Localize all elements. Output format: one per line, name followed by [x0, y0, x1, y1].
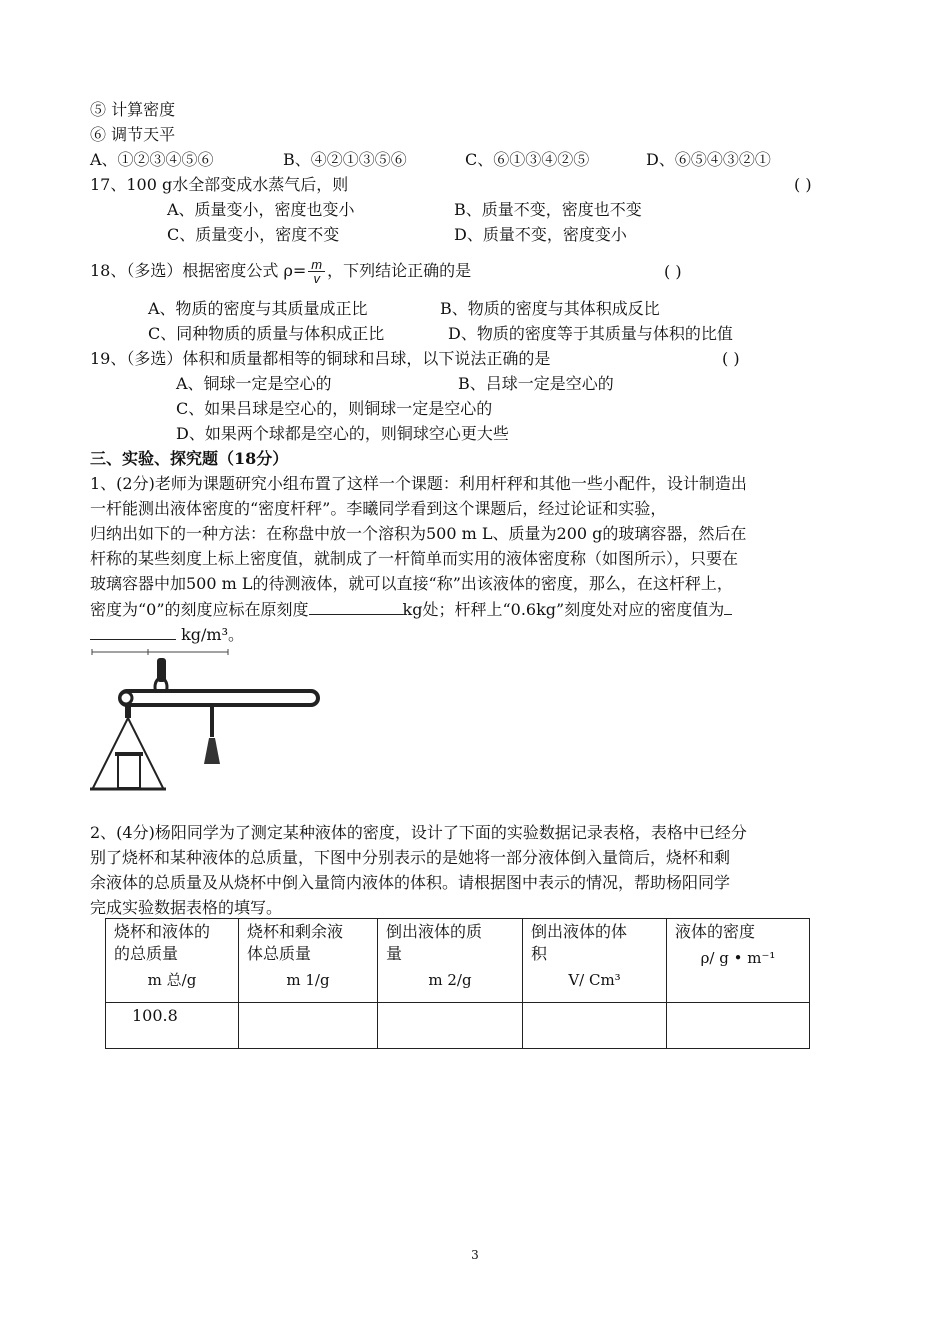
table-row	[106, 1003, 810, 1049]
q19-option-c: C、如果吕球是空心的，则铜球一定是空心的	[176, 399, 493, 418]
header-unit: m 1/g	[286, 971, 330, 989]
header-line-1: 烧杯和剩余液	[247, 922, 344, 941]
density-unit: kg/m³。	[181, 625, 245, 644]
header-unit: m 总/g	[147, 971, 197, 989]
cell-remaining-mass[interactable]	[239, 1003, 378, 1049]
exp1-line-4: 杆称的某些刻度上标上密度值，就制成了一杆简单而实用的液体密度称（如图所示），只要在	[90, 549, 739, 568]
header-unit: ρ/ g • m⁻¹	[700, 949, 776, 967]
q17-option-c: C、质量变小，密度不变	[167, 225, 340, 244]
q19-stem: 19、（多选）体积和质量都相等的铜球和吕球，以下说法正确的是	[90, 349, 551, 368]
q18-option-a: A、物质的密度与其质量成正比	[148, 299, 368, 318]
header-line-1: 倒出液体的体	[531, 922, 628, 941]
exp2-line-4: 完成实验数据表格的填写。	[90, 898, 283, 917]
q19-option-d: D、如果两个球都是空心的，则铜球空心更大些	[176, 424, 509, 443]
q18-option-d: D、物质的密度等于其质量与体积的比值	[448, 324, 733, 343]
exp1-line-7	[90, 623, 244, 646]
page-number: 3	[471, 1248, 479, 1262]
q18-stem-end: ，下列结论正确的是	[327, 261, 472, 280]
exp1-line-1: 1、(2分)老师为课题研究小组布置了这样一个课题：利用杆秤和其他一些小配件，设计制造出	[90, 474, 747, 493]
q19-option-b: B、吕球一定是空心的	[458, 374, 614, 393]
fraction-numerator: m	[308, 258, 325, 272]
header-poured-mass	[378, 919, 523, 1003]
q17-option-b: B、质量不变，密度也不变	[454, 200, 642, 219]
q16-option-c: C、⑥①③④②⑤	[465, 150, 590, 169]
header-poured-volume	[523, 919, 667, 1003]
q18-option-c: C、同种物质的质量与体积成正比	[148, 324, 385, 343]
data-table	[105, 918, 810, 1049]
cell-poured-mass[interactable]	[378, 1003, 523, 1049]
density-formula-fraction	[308, 258, 325, 285]
answer-blank-2[interactable]	[90, 623, 176, 640]
q16-step-5: ⑤ 计算密度	[90, 100, 176, 119]
q19-answer-paren: ( )	[722, 349, 740, 368]
exp2-line-3: 余液体的总质量及从烧杯中倒入量筒内液体的体积。请根据图中表示的情况，帮助杨阳同学	[90, 873, 731, 892]
exp1-line-3: 归纳出如下的一种方法：在称盘中放一个溶积为500 m L、质量为200 g的玻璃容器，然后在	[90, 524, 747, 543]
fraction-denominator: v	[313, 271, 320, 286]
header-density	[667, 919, 810, 1003]
q17-answer-paren: ( )	[794, 175, 812, 194]
answer-blank-2-start[interactable]	[724, 598, 732, 615]
header-line-2: 积	[531, 944, 548, 963]
header-line-1: 液体的密度	[675, 922, 756, 941]
header-remaining-mass	[239, 919, 378, 1003]
cell-density[interactable]	[667, 1003, 810, 1049]
q18-stem	[90, 258, 471, 285]
q18-option-b: B、物质的密度与其体积成反比	[440, 299, 660, 318]
q18-stem-start: 18、（多选）根据密度公式 ρ=	[90, 261, 307, 280]
glass-container	[115, 752, 143, 788]
exp1-line-5: 玻璃容器中加500 m L的待测液体，就可以直接“称”出该液体的密度，那么，在这杆秤上，	[90, 574, 733, 593]
answer-blank-1[interactable]	[309, 598, 403, 615]
exp2-line-1: 2、(4分)杨阳同学为了测定某种液体的密度，设计了下面的实验数据记录表格，表格中已经分	[90, 823, 747, 842]
header-line-2: 量	[386, 944, 403, 963]
cell-poured-volume[interactable]	[523, 1003, 667, 1049]
q17-option-a: A、质量变小，密度也变小	[167, 200, 355, 219]
exp1-line-6-end: kg处；杆秤上“0.6kg”刻度处对应的密度值为	[402, 600, 725, 619]
q18-answer-paren: ( )	[664, 262, 682, 281]
header-line-2: 体总质量	[247, 944, 312, 963]
q16-option-b: B、④②①③⑤⑥	[283, 150, 407, 169]
steelyard-beam	[120, 691, 318, 705]
q17-option-d: D、质量不变，密度变小	[454, 225, 627, 244]
q16-option-d: D、⑥⑤④③②①	[646, 150, 771, 169]
exp1-line-2: 一杆能测出液体密度的“密度杆秤”。李曦同学看到这个课题后，经过论证和实验，	[90, 499, 667, 518]
exp1-line-6-start: 密度为“0”的刻度应标在原刻度	[90, 600, 309, 619]
table-header-row	[106, 919, 810, 1003]
exp1-line-6	[90, 598, 732, 621]
q16-step-6: ⑥ 调节天平	[90, 125, 176, 144]
q17-stem: 17、100 g水全部变成水蒸气后，则	[90, 175, 349, 194]
header-line-2: 的总质量	[114, 944, 179, 963]
q19-option-a: A、铜球一定是空心的	[176, 374, 332, 393]
scale-ruler	[92, 649, 228, 655]
steelyard-figure	[88, 646, 324, 794]
cell-total-mass: 100.8	[106, 1003, 239, 1049]
header-unit: V/ Cm³	[568, 971, 621, 989]
header-line-1: 倒出液体的质	[386, 922, 483, 941]
q16-option-a: A、①②③④⑤⑥	[90, 150, 214, 169]
section-3-title: 三、实验、探究题（18分）	[90, 449, 289, 468]
header-unit: m 2/g	[428, 971, 472, 989]
header-total-mass	[106, 919, 239, 1003]
header-line-1: 烧杯和液体的	[114, 922, 211, 941]
counterweight	[204, 703, 220, 764]
exp2-line-2: 别了烧杯和某种液体的总质量，下图中分别表示的是她将一部分液体倒入量筒后，烧杯和剩	[90, 848, 731, 867]
